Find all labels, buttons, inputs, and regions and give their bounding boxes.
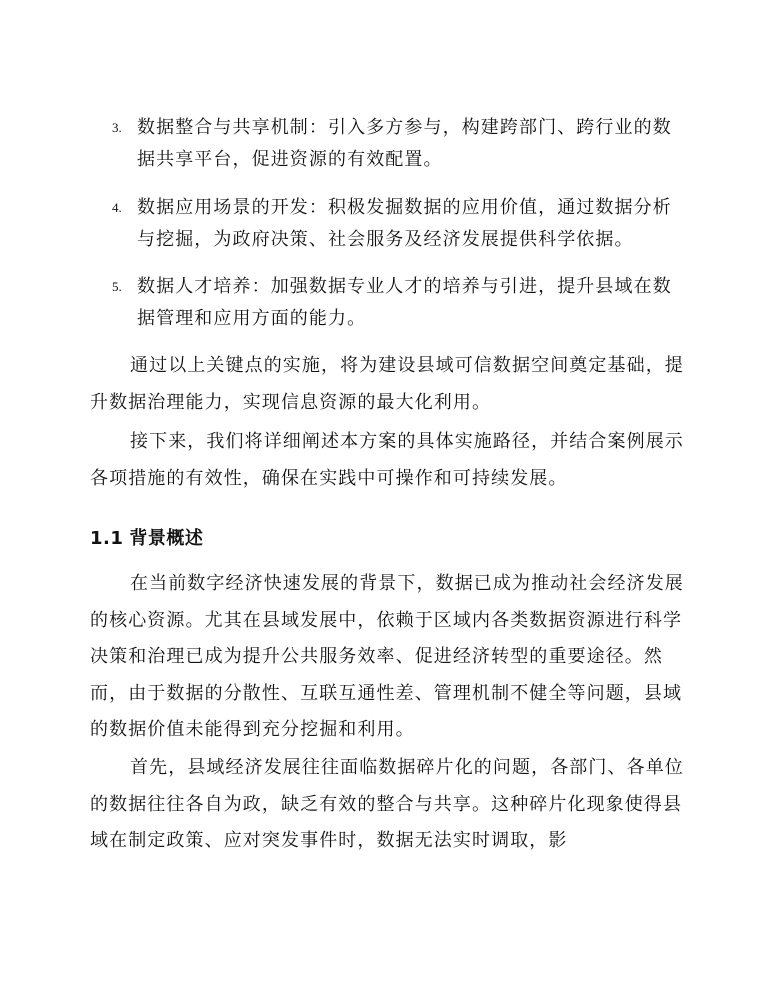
body-paragraph: 通过以上关键点的实施，将为建设县域可信数据空间奠定基础，提升数据治理能力，实现信息资源的最大化利用。 <box>90 355 684 413</box>
section-title: 背景概述 <box>129 528 204 549</box>
list-item <box>112 271 682 335</box>
list-item-text: 数据整合与共享机制：引入多方参与，构建跨部门、跨行业的数据共享平台，促进资源的有效配置。 <box>137 117 672 170</box>
list-item <box>112 192 682 256</box>
body-paragraph: 接下来，我们将详细阐述本方案的具体实施路径，并结合案例展示各项措施的有效性，确保在实践中可操作和可持续发展。 <box>90 431 684 489</box>
body-paragraph: 首先，县域经济发展往往面临数据碎片化的问题，各部门、各单位的数据往往各自为政，缺乏有效的整合与共享。这种碎片化现象使得县域在制定政策、应对突发事件时，数据无法实时调取，影 <box>90 757 684 851</box>
list-item-number: 4. <box>112 200 122 215</box>
section-number: 1.1 <box>90 528 124 549</box>
list-item-text: 数据应用场景的开发：积极发掘数据的应用价值，通过数据分析与挖掘，为政府决策、社会服务及经济发展提供科学依据。 <box>137 197 672 250</box>
list-item-number: 5. <box>112 279 122 294</box>
list-item-text: 数据人才培养：加强数据专业人才的培养与引进，提升县域在数据管理和应用方面的能力。 <box>137 276 672 329</box>
section-heading <box>90 524 203 550</box>
list-item <box>112 112 682 176</box>
body-paragraph: 在当前数字经济快速发展的背景下，数据已成为推动社会经济发展的核心资源。尤其在县域发展中，依赖于区域内各类数据资源进行科学决策和治理已成为提升公共服务效率、促进经济转型的重要途径。然而，由于数据的分散性、互联互通性差、管理机制不健全等问题，县域的数据价值未能得到充分挖掘和利用。 <box>90 573 684 740</box>
list-item-number: 3. <box>112 120 122 135</box>
